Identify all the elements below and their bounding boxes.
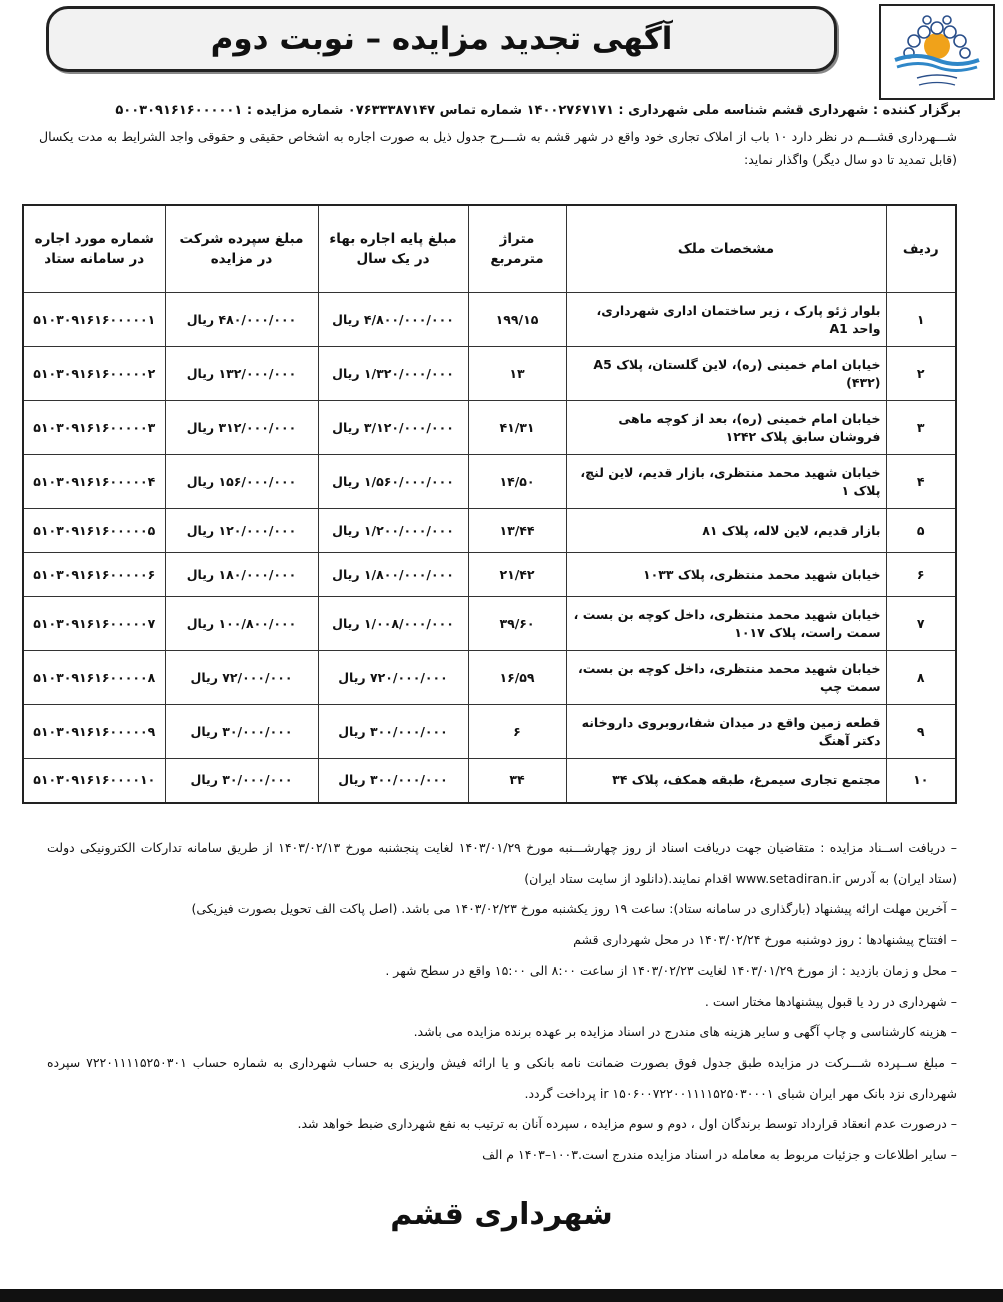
cell-base-rent: ۳۰۰/۰۰۰/۰۰۰ ریال [318, 759, 468, 803]
cell-radif: ۵ [886, 509, 956, 553]
cell-base-rent: ۴/۸۰۰/۰۰۰/۰۰۰ ریال [318, 293, 468, 347]
note-item: – هزینه کارشناسی و چاپ آگهی و سایر هزینه های مندرج در اسناد مزایده بر عهده برنده مزایده می باشد. [413, 1024, 957, 1040]
cell-base-rent: ۷۲۰/۰۰۰/۰۰۰ ریال [318, 651, 468, 705]
cell-setad-no: ۵۱۰۳۰۹۱۶۱۶۰۰۰۰۰۴ [23, 455, 165, 509]
cell-radif: ۴ [886, 455, 956, 509]
table-row [23, 509, 956, 553]
header-deposit: مبلغ سپرده شرکت در مزایده [165, 205, 318, 293]
page-title: آگهی تجدید مزایده – نوبت دوم [210, 21, 673, 57]
note-item: – دریافت اســناد مزایده : متقاضیان جهت دریافت اسناد از روز چهارشـــنبه مورخ ۱۴۰۳/۰۱/۲۹ لغایت پنجشنبه مورخ ۱۴۰۳/۰۲/۱۳ از طریق سامانه تدارکات الکترونیکی دولت (ستاد ایران) به آدرس www.setadiran.ir اقدام نمایند.(دانلود از سایت ستاد ایران) [47, 840, 958, 886]
cell-setad-no: ۵۱۰۳۰۹۱۶۱۶۰۰۰۰۰۸ [23, 651, 165, 705]
cell-setad-no: ۵۱۰۳۰۹۱۶۱۶۰۰۰۰۰۵ [23, 509, 165, 553]
cell-radif: ۷ [886, 597, 956, 651]
auction-table [22, 204, 957, 804]
cell-address: خیابان امام خمینی (ره)، لاین گلستان، پلاک A5 (۴۳۲) [566, 347, 886, 401]
table-row [23, 705, 956, 759]
header-setad-no: شماره مورد اجاره در سامانه ستاد [23, 205, 165, 293]
cell-base-rent: ۳/۱۲۰/۰۰۰/۰۰۰ ریال [318, 401, 468, 455]
cell-setad-no: ۵۱۰۳۰۹۱۶۱۶۰۰۰۰۰۳ [23, 401, 165, 455]
cell-setad-no: ۵۱۰۳۰۹۱۶۱۶۰۰۰۰۰۷ [23, 597, 165, 651]
note-item: – محل و زمان بازدید : از مورخ ۱۴۰۳/۰۱/۲۹ لغایت ۱۴۰۳/۰۲/۲۳ از ساعت ۸:۰۰ الی ۱۵:۰۰ واقع در سطح شهر . [385, 962, 957, 978]
cell-deposit: ۷۲/۰۰۰/۰۰۰ ریال [165, 651, 318, 705]
table-row [23, 401, 956, 455]
note-item: – سایر اطلاعات و جزئیات مربوط به معامله در اسناد مزایده مندرج است.۱۰۰۳–۱۴۰۳ م الف [482, 1147, 957, 1163]
table-row [23, 651, 956, 705]
cell-area: ۳۴ [468, 759, 566, 803]
cell-area: ۴۱/۳۱ [468, 401, 566, 455]
table-row [23, 553, 956, 597]
cell-area: ۱۶/۵۹ [468, 651, 566, 705]
notes-section [47, 833, 957, 1171]
cell-base-rent: ۱/۸۰۰/۰۰۰/۰۰۰ ریال [318, 553, 468, 597]
municipality-logo-icon [879, 4, 995, 100]
cell-setad-no: ۵۱۰۳۰۹۱۶۱۶۰۰۰۰۰۹ [23, 705, 165, 759]
cell-setad-no: ۵۱۰۳۰۹۱۶۱۶۰۰۰۰۰۱ [23, 293, 165, 347]
cell-radif: ۸ [886, 651, 956, 705]
cell-address: خیابان شهید محمد منتظری، داخل کوچه بن بست ، سمت راست، پلاک ۱۰۱۷ [566, 597, 886, 651]
header-base-rent: مبلغ پایه اجاره بهاء در یک سال [318, 205, 468, 293]
table-row [23, 293, 956, 347]
cell-setad-no: ۵۱۰۳۰۹۱۶۱۶۰۰۰۰۰۶ [23, 553, 165, 597]
cell-address: خیابان شهید محمد منتظری، پلاک ۱۰۳۳ [566, 553, 886, 597]
cell-area: ۱۳/۴۴ [468, 509, 566, 553]
auction-table-container [24, 204, 957, 804]
cell-base-rent: ۱/۲۰۰/۰۰۰/۰۰۰ ریال [318, 509, 468, 553]
signature: شهرداری قشم [390, 1197, 613, 1232]
table-header-row [23, 205, 956, 293]
cell-deposit: ۳۰/۰۰۰/۰۰۰ ریال [165, 759, 318, 803]
table-body [23, 293, 956, 803]
cell-deposit: ۱۰۰/۸۰۰/۰۰۰ ریال [165, 597, 318, 651]
table-row [23, 597, 956, 651]
cell-radif: ۹ [886, 705, 956, 759]
cell-radif: ۶ [886, 553, 956, 597]
note-item: – شهرداری در رد یا قبول پیشنهادها مختار است . [704, 993, 957, 1009]
cell-radif: ۳ [886, 401, 956, 455]
header-address: مشخصات ملک [566, 205, 886, 293]
cell-address: بلوار ژئو پارک ، زیر ساختمان اداری شهرداری، واحد A1 [566, 293, 886, 347]
cell-base-rent: ۳۰۰/۰۰۰/۰۰۰ ریال [318, 705, 468, 759]
header-area: متراژ مترمربع [468, 205, 566, 293]
cell-deposit: ۱۸۰/۰۰۰/۰۰۰ ریال [165, 553, 318, 597]
cell-area: ۶ [468, 705, 566, 759]
cell-deposit: ۱۳۲/۰۰۰/۰۰۰ ریال [165, 347, 318, 401]
cell-setad-no: ۵۱۰۳۰۹۱۶۱۶۰۰۰۰۰۲ [23, 347, 165, 401]
cell-area: ۲۱/۴۲ [468, 553, 566, 597]
note-item: – درصورت عدم انعقاد قرارداد توسط برندگان اول ، دوم و سوم مزایده ، سپرده آنان به ترتیب به نفع شهرداری ضبط خواهد شد. [297, 1116, 957, 1132]
cell-deposit: ۴۸۰/۰۰۰/۰۰۰ ریال [165, 293, 318, 347]
cell-deposit: ۱۵۶/۰۰۰/۰۰۰ ریال [165, 455, 318, 509]
cell-base-rent: ۱/۰۰۸/۰۰۰/۰۰۰ ریال [318, 597, 468, 651]
table-row [23, 455, 956, 509]
cell-address: خیابان شهید محمد منتظری، بازار قدیم، لاین لنچ، پلاک ۱ [566, 455, 886, 509]
cell-base-rent: ۱/۵۶۰/۰۰۰/۰۰۰ ریال [318, 455, 468, 509]
title-banner [46, 6, 837, 72]
cell-area: ۱۳ [468, 347, 566, 401]
cell-address: خیابان امام خمینی (ره)، بعد از کوچه ماهی فروشان سابق پلاک ۱۲۴۲ [566, 401, 886, 455]
note-item: – مبلغ ســپرده شـــرکت در مزایده طبق جدول فوق بصورت ضمانت نامه بانکی و یا ارائه فیش واریزی به حساب شهرداری به شماره حساب ۷۲۲۰۱۱۱۱۵۲۵۰۳۰۱ سپرده شهرداری نزد بانک مهر ایران شبای ir ۱۵۰۶۰۰۷۲۲۰۰۱۱۱۱۵۲۵۰۳۰۰۰۱ پرداخت گردد. [47, 1054, 958, 1101]
table-row [23, 759, 956, 803]
note-item: – افتتاح پیشنهادها : روز دوشنبه مورخ ۱۴۰۳/۰۲/۲۴ در محل شهرداری قشم [573, 932, 957, 948]
cell-base-rent: ۱/۳۲۰/۰۰۰/۰۰۰ ریال [318, 347, 468, 401]
logo-graphic [881, 6, 993, 98]
cell-address: بازار قدیم، لاین لاله، پلاک ۸۱ [566, 509, 886, 553]
intro-paragraph: شـــهرداری قشـــم در نظر دارد ۱۰ باب از املاک تجاری خود واقع در شهر قشم به شـــرح جدول ذیل به صورت اجاره به اشخاص حقیقی و حقوقی واجد الشرایط به مدت یکسال (قابل تمدید تا دو سال دیگر) واگذار نماید: [39, 129, 957, 167]
cell-radif: ۱۰ [886, 759, 956, 803]
cell-deposit: ۳۰/۰۰۰/۰۰۰ ریال [165, 705, 318, 759]
cell-area: ۱۹۹/۱۵ [468, 293, 566, 347]
cell-radif: ۱ [886, 293, 956, 347]
cell-deposit: ۱۲۰/۰۰۰/۰۰۰ ریال [165, 509, 318, 553]
cell-radif: ۲ [886, 347, 956, 401]
cell-address: خیابان شهید محمد منتظری، داخل کوچه بن بست، سمت چپ [566, 651, 886, 705]
cell-area: ۱۴/۵۰ [468, 455, 566, 509]
table-row [23, 347, 956, 401]
note-item: – آخرین مهلت ارائه پیشنهاد (بارگذاری در سامانه ستاد): ساعت ۱۹ روز یکشنبه مورخ ۱۴۰۳/۰۲/۲۳ می باشد. (اصل پاکت الف تحویل بصورت فیزیکی) [191, 901, 957, 917]
organizer-line: برگزار کننده : شهرداری قشم شناسه ملی شهرداری : ۱۴۰۰۲۷۶۷۱۷۱ شماره تماس ۰۷۶۳۳۳۸۷۱۴۷ شماره مزایده : ۵۰۰۳۰۹۱۶۱۶۰۰۰۰۰۱ [115, 103, 961, 118]
cell-address: قطعه زمین واقع در میدان شفا،روبروی داروخانه دکتر آهنگ [566, 705, 886, 759]
cell-area: ۳۹/۶۰ [468, 597, 566, 651]
header-radif: ردیف [886, 205, 956, 293]
cell-setad-no: ۵۱۰۳۰۹۱۶۱۶۰۰۰۰۱۰ [23, 759, 165, 803]
cell-deposit: ۳۱۲/۰۰۰/۰۰۰ ریال [165, 401, 318, 455]
cell-address: مجتمع تجاری سیمرغ، طبقه همکف، پلاک ۳۴ [566, 759, 886, 803]
bottom-bar [0, 1289, 1003, 1302]
